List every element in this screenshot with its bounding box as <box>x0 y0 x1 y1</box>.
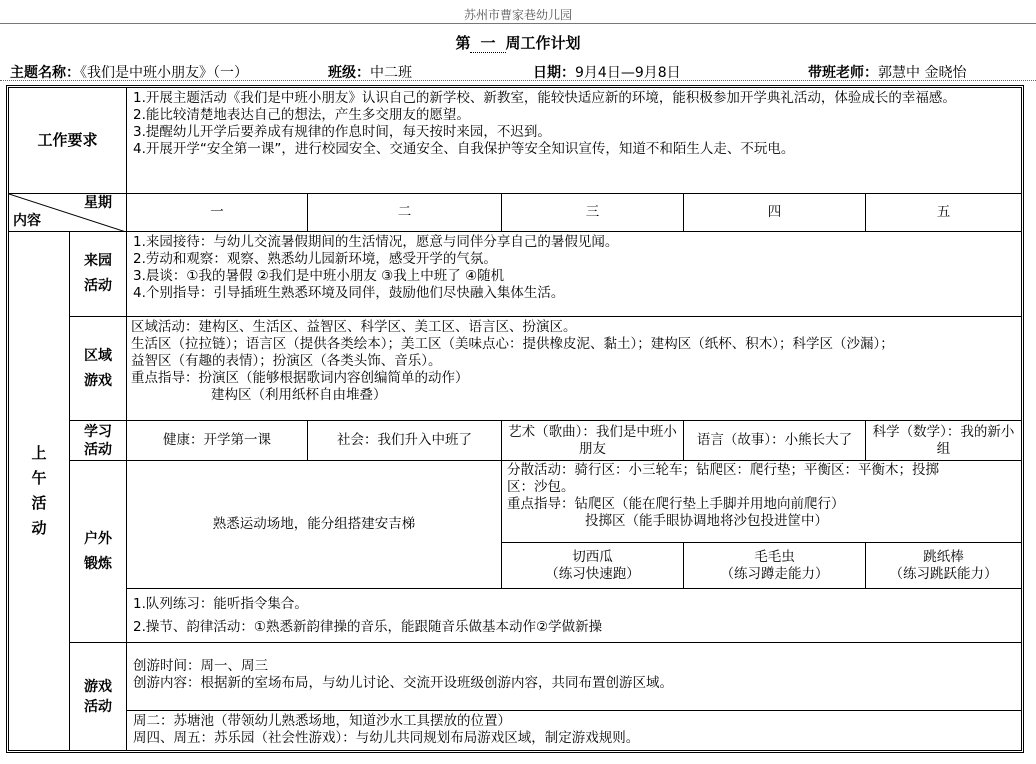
outdoor-game-fri <box>865 542 1021 588</box>
arrival-content <box>126 231 1021 316</box>
day-header-tue: 二 <box>307 193 501 231</box>
area-game-content <box>126 316 1021 420</box>
other-game-content <box>126 710 1021 750</box>
day-header-wed: 三 <box>501 193 683 231</box>
morning-label-char: 活 <box>31 494 47 512</box>
game-activity-label: 游戏 活动 <box>69 642 126 750</box>
weekday-label: 星期 <box>84 195 112 211</box>
other-game-line: 周二：苏塘池（带领幼儿熟悉场地，知道沙水工具摆放的位置） <box>133 713 511 729</box>
plan-table <box>6 85 1024 753</box>
outdoor-label: 户外 锻炼 <box>69 460 126 642</box>
meta-row <box>10 62 1030 80</box>
game-note: （练习快速跑） <box>545 565 640 582</box>
game-note: （练习跳跃能力） <box>889 565 998 582</box>
study-label: 学习 活动 <box>69 420 126 460</box>
outdoor-mon-tue: 熟悉运动场地，能分组搭建安吉梯 <box>126 460 501 588</box>
drill-line: 1.队列练习：能听指令集合。 <box>133 596 308 612</box>
create-game-line: 创游时间：周一、周三 <box>133 658 268 674</box>
requirement-item: 3.提醒幼儿开学后要养成有规律的作息时间，每天按时来园，不迟到。 <box>133 124 551 140</box>
outdoor-scattered <box>501 460 1021 542</box>
game-name: 跳纸棒 <box>923 548 964 565</box>
game-note: （练习蹲走能力） <box>720 565 829 582</box>
date-label: 日期： <box>533 65 575 81</box>
meta-dotted-rule <box>0 80 1036 81</box>
scattered-line: 重点指导：钻爬区（能在爬行垫上手脚并用地向前爬行） <box>507 496 845 512</box>
outdoor-game-wed <box>501 542 683 588</box>
teacher-field <box>808 62 966 82</box>
day-header-thu: 四 <box>683 193 865 231</box>
arrival-line: 4.个别指导：引导插班生熟悉环境及同伴，鼓励他们尽快融入集体生活。 <box>133 285 565 301</box>
study-tue: 社会：我们升入中班了 <box>307 420 501 460</box>
requirement-item: 1.开展主题活动《我们是中班小朋友》认识自己的新学校、新教室，能较快适应新的环境，能积极参加开学典礼活动，体验成长的幸福感。 <box>133 90 956 106</box>
morning-label-char: 动 <box>31 519 47 537</box>
morning-activities-label <box>9 231 69 750</box>
morning-label-char: 午 <box>31 469 47 487</box>
class-field <box>328 62 412 82</box>
area-line: 益智区（有趣的表情）；扮演区（各类头饰、音乐）。 <box>131 353 442 369</box>
teacher-value: 郭慧中 金晓怡 <box>878 65 967 81</box>
title-week: 一 <box>470 34 505 53</box>
class-value: 中二班 <box>370 65 412 81</box>
theme-label: 主题名称： <box>10 65 80 81</box>
scattered-line: 分散活动：骑行区：小三轮车；钻爬区：爬行垫；平衡区：平衡木；投掷 <box>507 462 939 478</box>
outdoor-game-thu <box>683 542 865 588</box>
drill-line: 2.操节、韵律活动：①熟悉新韵律操的音乐，能跟随音乐做基本动作②学做新操 <box>133 619 603 635</box>
requirement-item: 2.能比较清楚地表达自己的想法，产生多交朋友的愿望。 <box>133 107 470 123</box>
theme-field <box>10 62 248 82</box>
weekday-content-header <box>9 193 126 231</box>
requirements-cell <box>126 88 1021 193</box>
game-name: 毛毛虫 <box>754 548 795 565</box>
arrival-line: 1.来园接待：与幼儿交流暑假期间的生活情况，愿意与同伴分享自己的暑假见闻。 <box>133 234 619 250</box>
class-label: 班级： <box>328 65 370 81</box>
requirements-label: 工作要求 <box>37 131 98 149</box>
arrival-label: 来园 活动 <box>69 231 126 316</box>
create-game-line: 创游内容：根据新的室场布局，与幼儿讨论、交流开设班级创游内容，共同布置创游区域。 <box>133 675 673 691</box>
content-label: 内容 <box>13 213 41 229</box>
school-header: 苏州市曹家巷幼儿园 <box>463 8 572 22</box>
study-wed: 艺术（歌曲）：我们是中班小朋友 <box>501 420 683 460</box>
outdoor-drills <box>126 588 1021 642</box>
game-name: 切西瓜 <box>572 548 613 565</box>
study-thu: 语言（故事）：小熊长大了 <box>683 420 865 460</box>
day-header-mon: 一 <box>126 193 307 231</box>
area-game-label: 区域 游戏 <box>69 316 126 420</box>
scattered-line: 区：沙包。 <box>507 479 575 495</box>
date-field <box>533 62 681 82</box>
area-line: 区域活动：建构区、生活区、益智区、科学区、美工区、语言区、扮演区。 <box>131 319 577 335</box>
morning-label-char: 上 <box>31 444 47 462</box>
date-value: 9月4日—9月8日 <box>575 65 681 81</box>
arrival-line: 2.劳动和观察：观察、熟悉幼儿园新环境，感受开学的气氛。 <box>133 251 497 267</box>
document-title <box>0 32 1036 53</box>
area-line: 生活区（拉拉链）；语言区（提供各类绘本）；美工区（美味点心：提供橡皮泥、黏土）；建构区（纸杯、积木）；科学区（沙漏）； <box>131 336 894 352</box>
title-prefix: 第 <box>455 34 471 52</box>
study-mon: 健康：开学第一课 <box>126 420 307 460</box>
theme-value: 《我们是中班小朋友》（一） <box>80 65 248 81</box>
scattered-line: 投掷区（能手眼协调地将沙包投进筐中） <box>585 513 828 529</box>
teacher-label: 带班老师： <box>808 65 878 81</box>
arrival-line: 3.晨谈：①我的暑假 ②我们是中班小朋友 ③我上中班了 ④随机 <box>133 268 505 284</box>
other-game-line: 周四、周五：苏乐园（社会性游戏）：与幼儿共同规划布局游戏区域，制定游戏规则。 <box>133 730 640 746</box>
header-rule <box>0 23 1036 24</box>
title-suffix: 周工作计划 <box>505 34 581 52</box>
study-fri: 科学（数学）：我的新小组 <box>865 420 1021 460</box>
create-game-content <box>126 642 1021 710</box>
area-line: 重点指导：扮演区（能够根据歌词内容创编简单的动作） <box>131 370 469 386</box>
area-line: 建构区（利用纸杯自由堆叠） <box>211 387 387 403</box>
requirement-item: 4.开展开学“安全第一课”，进行校园安全、交通安全、自我保护等安全知识宣传，知道不和陌生人走、不玩电。 <box>133 141 795 157</box>
day-header-fri: 五 <box>865 193 1021 231</box>
